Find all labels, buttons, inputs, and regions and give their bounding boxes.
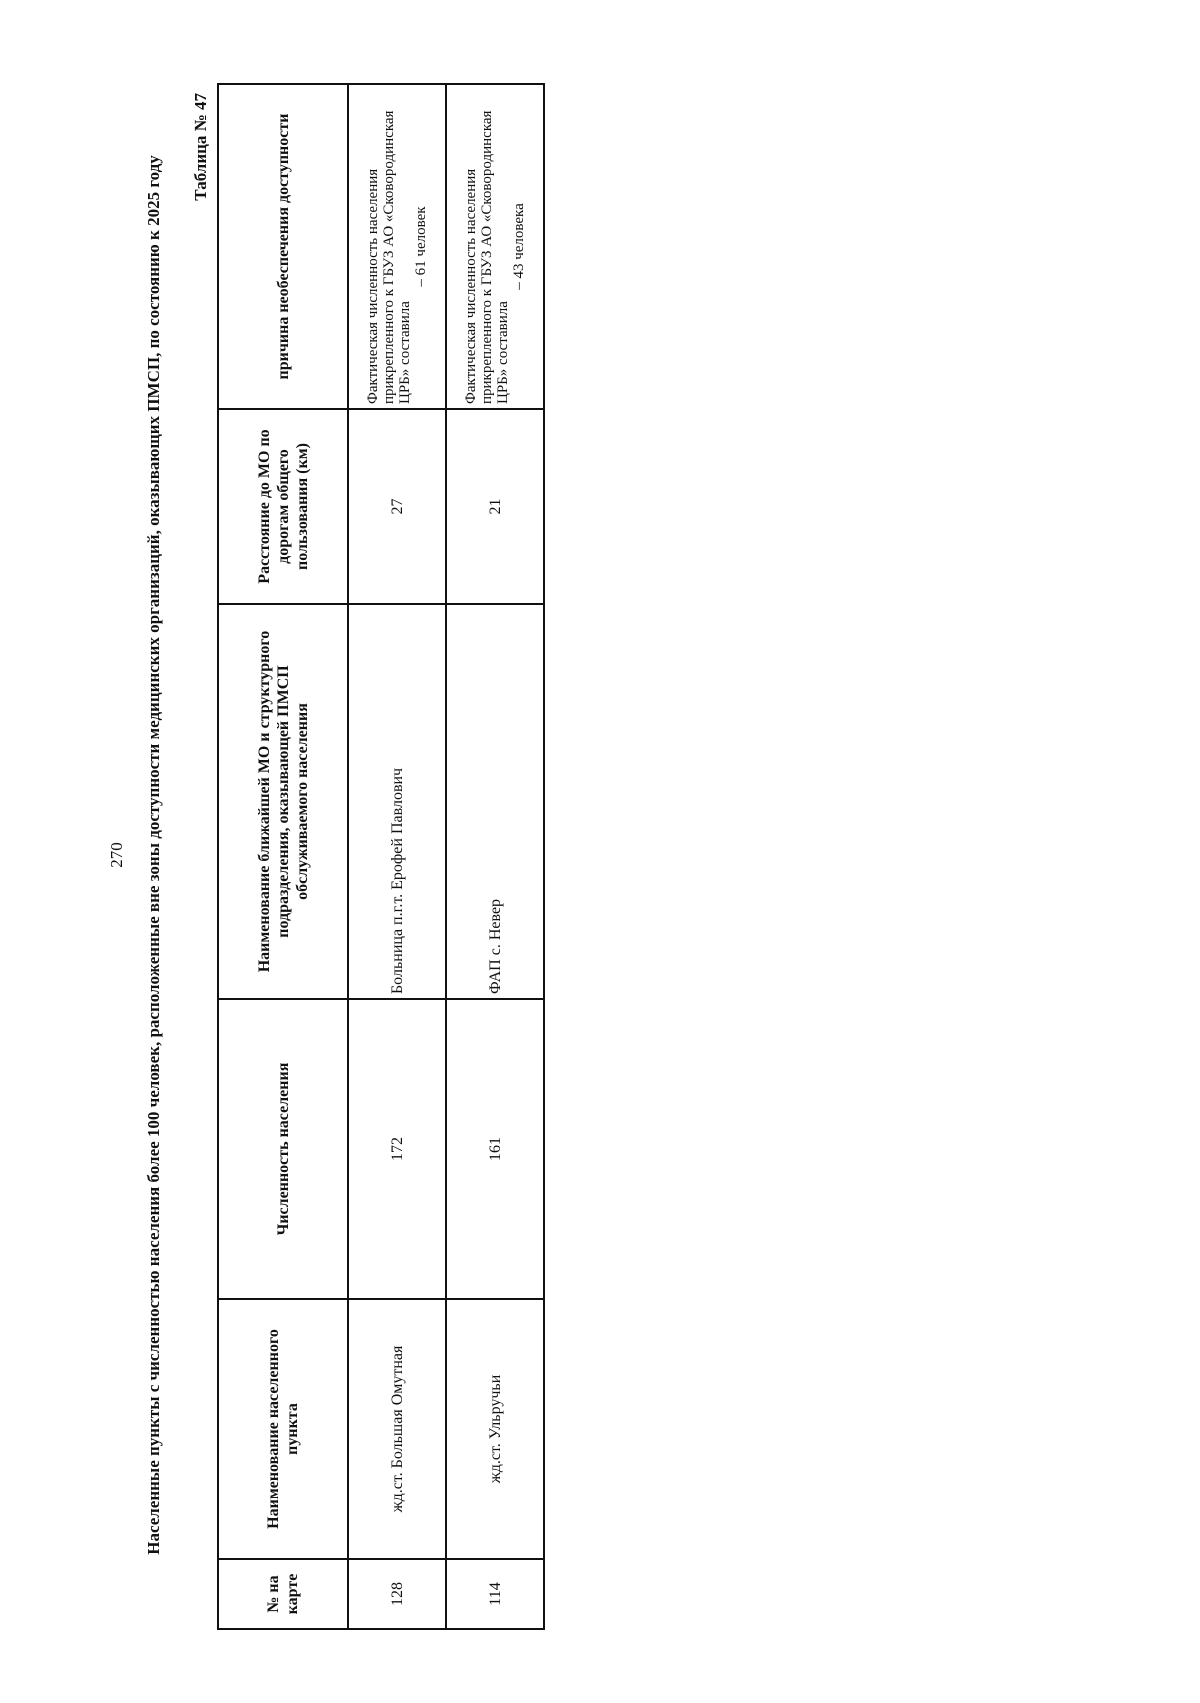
table-label: Таблица № 47: [191, 93, 210, 201]
cell-reason: [446, 84, 544, 409]
cell-population: 172: [348, 999, 446, 1299]
cell-distance: 21: [446, 409, 544, 604]
rotated-page: [95, 75, 615, 1635]
cell-num: 128: [348, 1559, 446, 1629]
header-num: № на карте: [218, 1559, 348, 1629]
data-table: [217, 83, 545, 1630]
reason-text: Фактическая численность населения прикрепленного к ГБУЗ АО «Сковородинская ЦРБ» составила: [365, 110, 413, 404]
header-reason: причина необеспечения доступности: [218, 84, 348, 409]
cell-mo: Больница п.г.т. Ерофей Павлович: [348, 604, 446, 999]
cell-settlement: жд.ст. Ульручьи: [446, 1299, 544, 1559]
cell-mo: ФАП с. Невер: [446, 604, 544, 999]
table-row: [348, 84, 446, 1629]
cell-settlement: жд.ст. Большая Омутная: [348, 1299, 446, 1559]
header-mo: Наименование ближайшей МО и структурного подразделения, оказывающей ПМСП обслуживаемого населения: [218, 604, 348, 999]
header-distance: Расстояние до МО по дорогам общего пользования (км): [218, 409, 348, 604]
cell-population: 161: [446, 999, 544, 1299]
table-row: [446, 84, 544, 1629]
table-header-row: [218, 84, 348, 1629]
cell-reason: [348, 84, 446, 409]
header-settlement: Наименование населенного пункта: [218, 1299, 348, 1559]
header-population: Численность населения: [218, 999, 348, 1299]
reason-tail: – 61 человек: [413, 206, 429, 287]
cell-distance: 27: [348, 409, 446, 604]
reason-text: Фактическая численность населения прикрепленного к ГБУЗ АО «Сковородинская ЦРБ» составила: [463, 110, 511, 404]
reason-tail: – 43 человека: [511, 203, 527, 290]
page-number: 270: [107, 842, 126, 868]
document-title: Населенные пункты с численностью населения более 100 человек, расположенные вне зоны доступности медицинских организаций, оказывающих ПМСП, по состоянию к 2025 году: [144, 155, 163, 1555]
cell-num: 114: [446, 1559, 544, 1629]
